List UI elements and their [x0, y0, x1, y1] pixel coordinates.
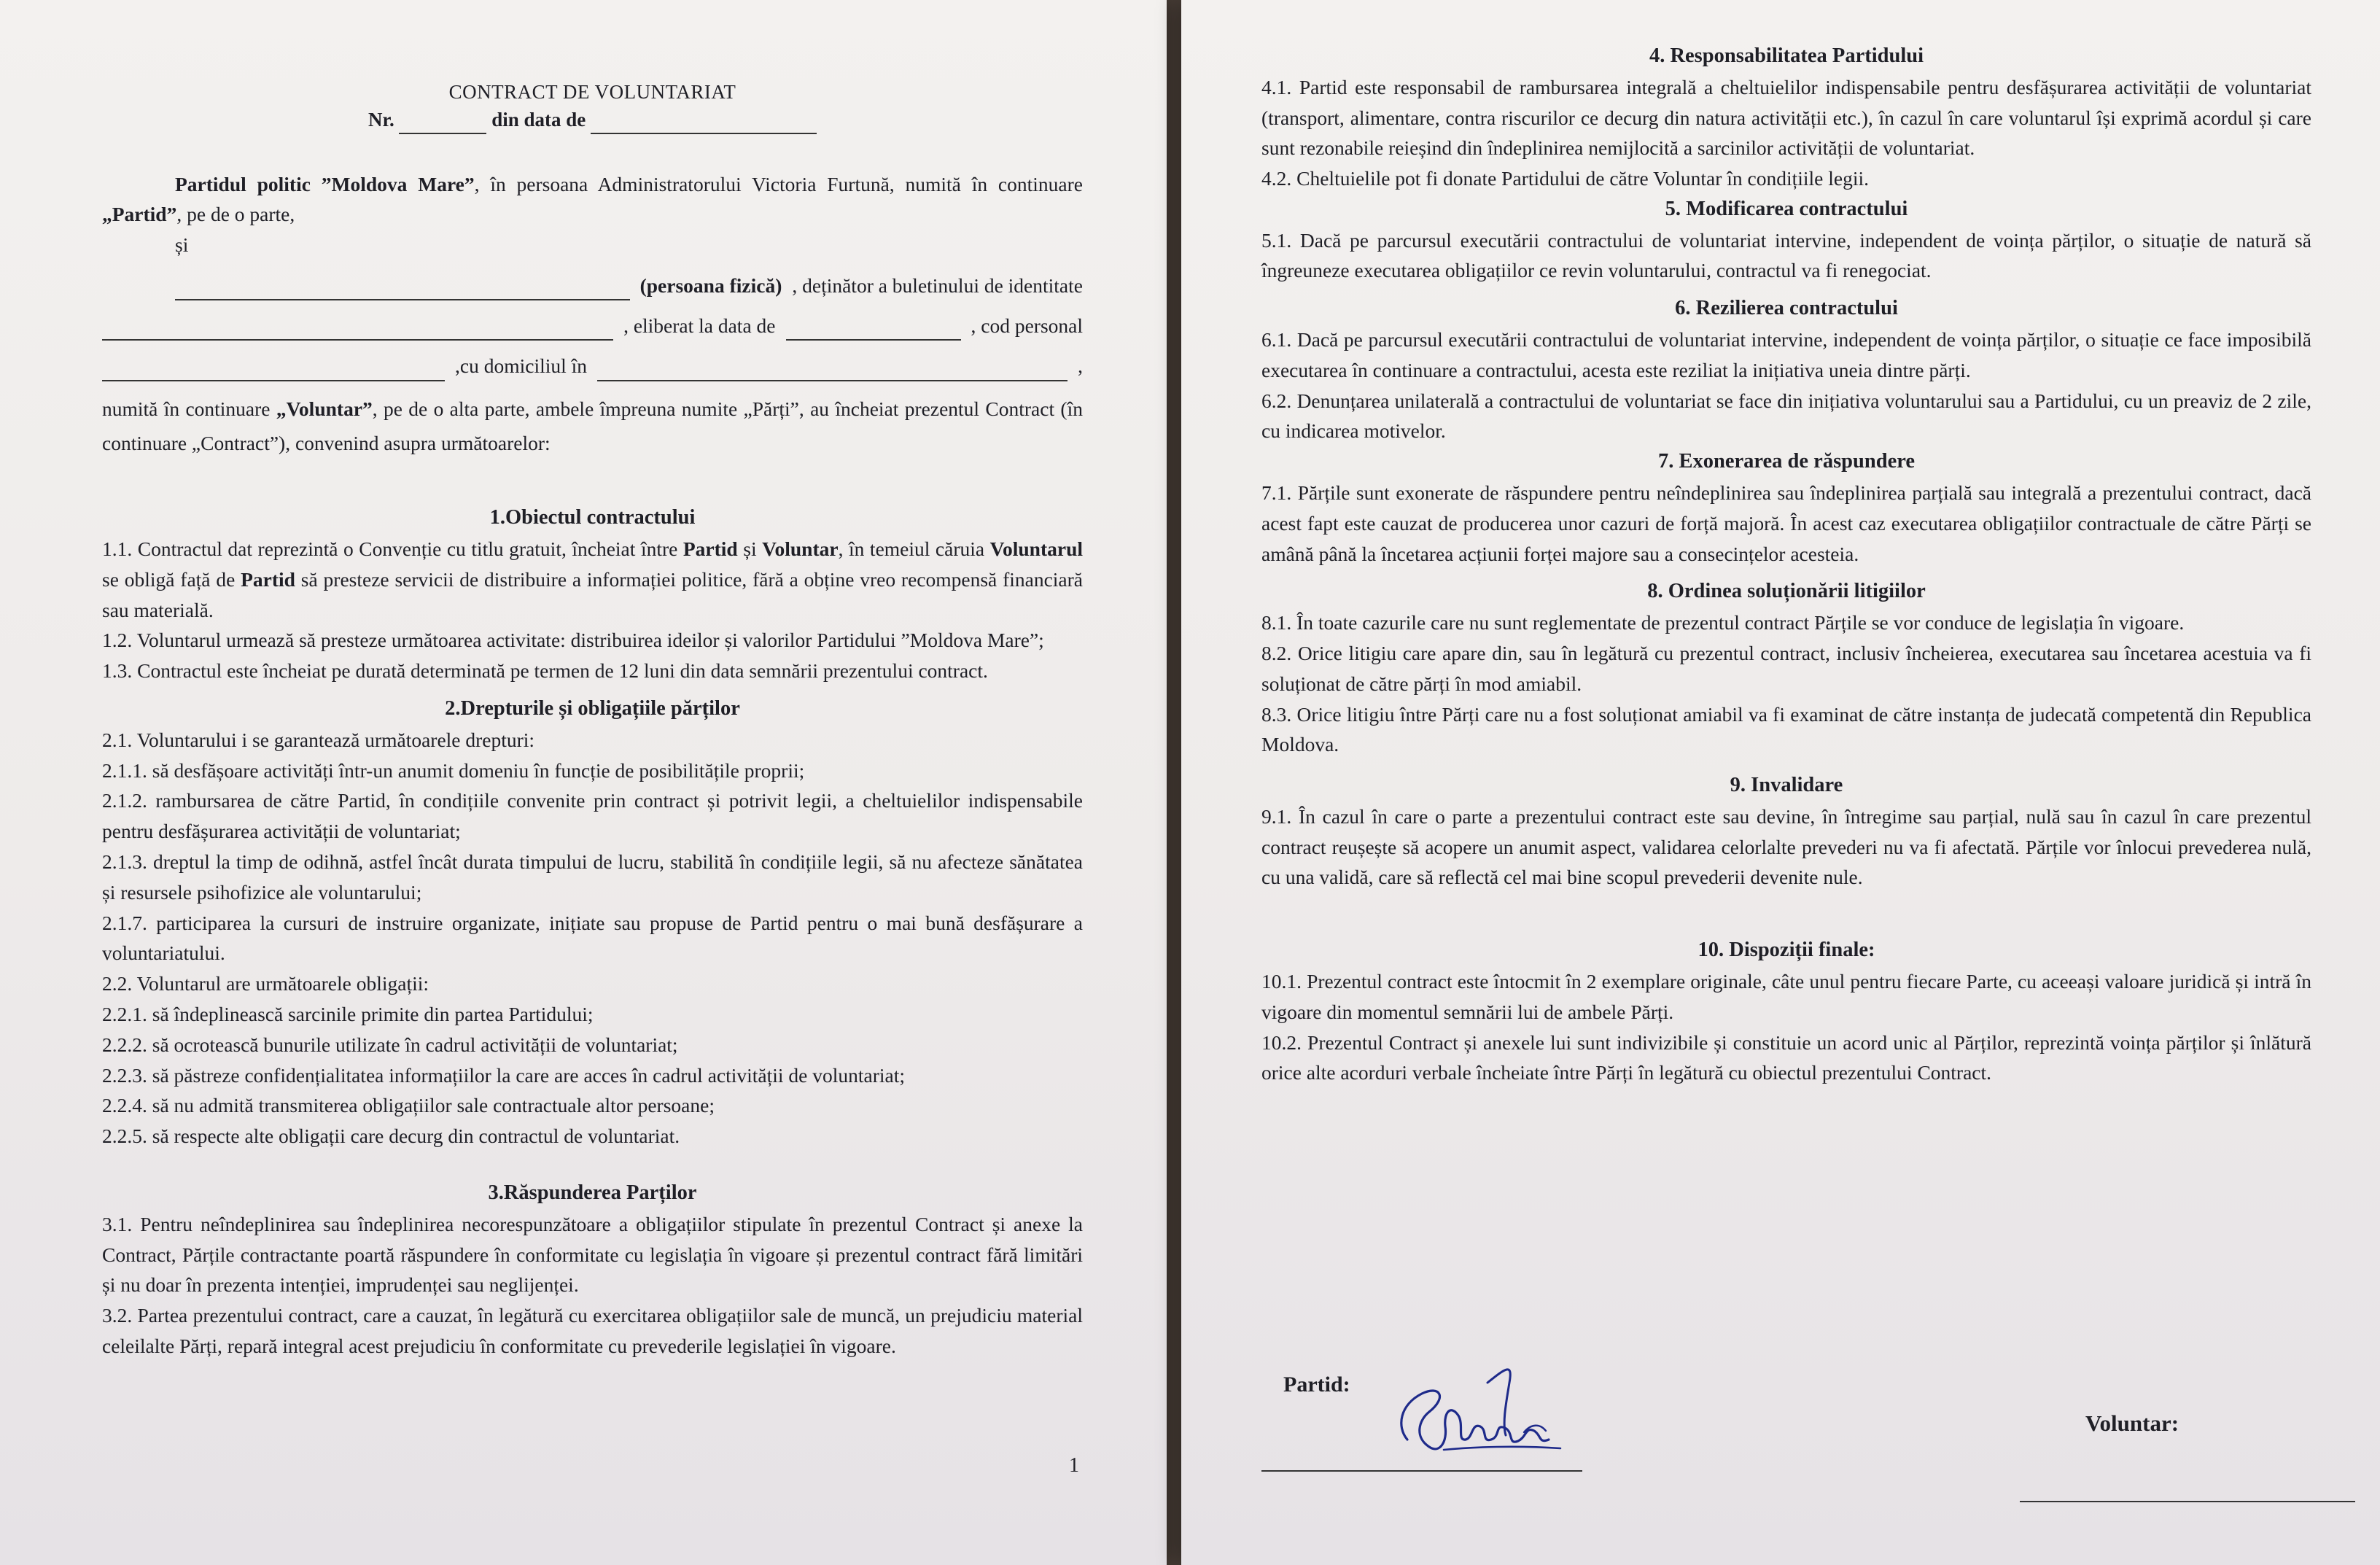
- clause-6-2: 6.2. Denunțarea unilaterală a contractului de voluntariat se face din inițiativa voluntarului sau a Partidului, cu un preaviz de 2 zile, cu indicarea motivelor.: [1261, 389, 2311, 443]
- clause-4-1: 4.1. Partid este responsabil de rambursarea integrală a cheltuielilor indispensabile pentru desfășurarea activității de voluntariat (transport, alimentare, contra riscurilor ce decurg din natura activității etc.), în cazul în care voluntarul își exprimă acordul și care sunt rezonabile reieșind din îndeplinirea nemijlocită a sarcinilor activității de voluntariat.: [1261, 75, 2311, 160]
- section-2: [102, 694, 1083, 1152]
- clause-4-2: 4.2. Cheltuielile pot fi donate Partidului de către Voluntar în condițiile legii.: [1261, 167, 1869, 190]
- person-name-blank: [175, 279, 630, 300]
- clause-8-2: 8.2. Orice litigiu care apare din, sau în legătură cu prezentul contract, inclusiv încheierea, executarea sau încetarea acestuia va fi soluționat de către părți în mod amiabil.: [1261, 641, 2311, 695]
- clause-8-1: 8.1. În toate cazurile care nu sunt reglementate de prezentul contract Părțile se vor conduce de legislația în vigoare.: [1261, 611, 2185, 634]
- section-7-heading: 7. Exonerarea de răspundere: [1657, 450, 1916, 473]
- voluntar-signature-label: Voluntar:: [2085, 1410, 2179, 1436]
- section-1: [102, 502, 1083, 686]
- clause-8-3: 8.3. Orice litigiu între Părți care nu a fost soluționat amiabil va fi examinat de către instanța de judecată competentă din Republica Moldova.: [1261, 702, 2311, 756]
- clause-2-1-7: 2.1.7. participarea la cursuri de instruire organizate, inițiate sau propuse de Partid pentru o mai bună desfășurare a voluntariatului.: [102, 911, 1083, 965]
- clause-2-2: 2.2. Voluntarul are următoarele obligații:: [102, 972, 429, 995]
- section-8-heading: 8. Ordinea soluționării litigiilor: [1647, 580, 1926, 603]
- intro-section: [102, 169, 1083, 461]
- page-1-content: [102, 79, 1083, 1362]
- section-1-heading: 1.Obiectul contractului: [489, 506, 696, 529]
- contract-number-line: [102, 106, 1083, 134]
- buletin-label: , deținător a buletinului de identitate: [792, 273, 1083, 297]
- clause-2-1-1: 2.1.1. să desfășoare activități într-un anumit domeniu în funcție de posibilitățile proprii;: [102, 758, 805, 782]
- persoana-fizica-label: (persoana fizică): [639, 273, 782, 297]
- domiciliu-label: ,cu domiciliul în: [455, 354, 588, 378]
- address-blank: [597, 360, 1068, 381]
- clause-1-1: 1.1. Contractul dat reprezintă o Convenție cu titlu gratuit, încheiat între Partid și Voluntar, în temeiul căruia Voluntarul se obligă față de Partid să presteze servicii de distribuire a informației politice, fără a obține vreo recompensă financiară sau materială.: [102, 537, 1084, 621]
- clause-7-1: 7.1. Părțile sunt exonerate de răspundere pentru neîndeplinirea sau îndeplinirea parțială sau integrală a prezentului contract, dacă acest fapt este cauzat de producerea unor cazuri de forță majoră. În acest caz executarea obligațiilor contractuale de către Părți se amână până la încetarea acțiunii forței majore sau a consecințelor acesteia.: [1261, 481, 2311, 565]
- section-3-heading: 3.Răspunderea Parților: [488, 1181, 697, 1204]
- clause-2-2-3: 2.2.3. să păstreze confidențialitatea informațiilor la care are acces în cadrul activității de voluntariat;: [102, 1063, 906, 1087]
- clause-10-2: 10.2. Prezentul Contract și anexele lui sunt indivizibile și constituie un acord unic al Părților, reprezintă voința părților și înlătură orice alte acorduri verbale încheiate între Părți în legătură cu obiectul prezentului Contract.: [1261, 1030, 2311, 1084]
- clause-2-2-5: 2.2.5. să respecte alte obligații care decurg din contractul de voluntariat.: [102, 1125, 680, 1148]
- section-5-heading: 5. Modificarea contractului: [1665, 197, 1908, 220]
- party-tail: , pe de o parte,: [176, 203, 295, 226]
- voluntar-term: „Voluntar”: [276, 397, 373, 420]
- clause-2-2-4: 2.2.4. să nu admită transmiterea obligațiilor sale contractuale altor persoane;: [102, 1094, 715, 1117]
- section-4: [1261, 41, 2311, 194]
- clause-6-1: 6.1. Dacă pe parcursul executării contractului de voluntariat intervine, independent de voința părților, o situație ce face imposibilă executarea în continuare a contractului, acesta este reziliat la inițiativa uneia dintre părți.: [1261, 328, 2311, 381]
- cod-personal-label: , cod personal: [971, 314, 1083, 338]
- intro-id-row: [102, 311, 1083, 341]
- clause-5-1: 5.1. Dacă pe parcursul executării contractului de voluntariat intervine, independent de voința părților, o situație de natură să îngreuneze executarea obligațiilor ce revin voluntarului, contractul va fi renegociat.: [1261, 228, 2311, 282]
- partid-signature-label: Partid:: [1283, 1372, 1350, 1397]
- handwritten-signature: [1378, 1354, 1568, 1470]
- clause-3-1: 3.1. Pentru neîndeplinirea sau îndeplinirea necorespunzătoare a obligațiilor stipulate în prezentul Contract și anexe la Contract, Părțile contractante poartă răspundere în conformitate cu legislația în vigoare și prezentul contract fără limitări și nu doar în prezenta intenției, imprudenței sau neglijenței.: [102, 1212, 1083, 1297]
- section-3: [102, 1178, 1083, 1362]
- id-number-blank: [102, 319, 613, 341]
- eliberat-label: , eliberat la data de: [623, 314, 776, 338]
- partid-term: „Partid”: [102, 203, 177, 226]
- address-comma: ,: [1078, 354, 1083, 378]
- clause-9-1: 9.1. În cazul în care o parte a prezentului contract este sau devine, în întregime sau parțial, nulă sau în cazul în care prezentul contract reușește să acopere un anumit aspect, validarea celorlalte prevederi nu va fi afectată. Părțile vor înlocui prevederea nulă, cu una validă, care să reflectă cel mai bine scopul prevederii devenite nule.: [1261, 804, 2311, 889]
- voluntar-signature-line: [2020, 1501, 2355, 1502]
- section-5: [1261, 194, 2311, 286]
- contract-page-2: [1181, 0, 2380, 1565]
- clause-2-2-2: 2.2.2. să ocrotească bunurile utilizate în cadrul activității de voluntariat;: [102, 1033, 678, 1056]
- section-9-heading: 9. Invalidare: [1730, 774, 1843, 797]
- intro-voluntar-paragraph: [102, 392, 1083, 461]
- page-number: 1: [1069, 1454, 1079, 1477]
- section-6-heading: 6. Rezilierea contractului: [1675, 297, 1898, 320]
- intro-address-row: [102, 351, 1083, 381]
- clause-2-1-3: 2.1.3. dreptul la timp de odihnă, astfel încât durata timpului de lucru, stabilită în condițiile legii, să nu afecteze sănătatea și resursele psihofizice ale voluntarului;: [102, 850, 1083, 904]
- clause-2-1: 2.1. Voluntarului i se garantează următoarele drepturi:: [102, 728, 535, 751]
- nr-label: Nr.: [368, 108, 394, 131]
- signature-area: [1261, 1332, 2311, 1536]
- date-label: din data de: [491, 108, 586, 131]
- personal-code-blank: [102, 360, 445, 381]
- section-10-heading: 10. Dispoziții finale:: [1698, 939, 1875, 962]
- intro-person-row: [102, 271, 1083, 300]
- clause-10-1: 10.1. Prezentul contract este întocmit în 2 exemplare originale, câte unul pentru fiecare Parte, cu aceeași valoare juridică și intră în vigoare din momentul semnării lui de ambele Părți.: [1261, 969, 2311, 1023]
- partid-signature-line: [1261, 1470, 1582, 1472]
- intro-party-paragraph: [102, 169, 1083, 230]
- section-7: [1261, 446, 2311, 569]
- intro-si: și: [175, 233, 189, 257]
- date-blank: [591, 133, 817, 134]
- nr-blank: [399, 133, 486, 134]
- section-2-heading: 2.Drepturile și obligațiile părților: [445, 697, 740, 721]
- issue-date-blank: [786, 319, 961, 341]
- voluntar-pre: numită în continuare: [102, 397, 276, 420]
- contract-title: CONTRACT DE VOLUNTARIAT: [448, 81, 736, 103]
- clause-2-1-2: 2.1.2. rambursarea de către Partid, în condițiile convenite prin contract și potrivit legii, a cheltuielilor indispensabile pentru desfășurarea activității de voluntariat;: [102, 789, 1083, 843]
- section-10: [1261, 935, 2311, 1088]
- section-6: [1261, 293, 2311, 446]
- party-name: Partidul politic ”Moldova Mare”: [175, 172, 475, 195]
- section-8: [1261, 576, 2311, 760]
- clause-3-2: 3.2. Partea prezentului contract, care a cauzat, în legătură cu exercitarea obligațiilor sale de muncă, un prejudiciu material celeilalte Părți, repară integral acest prejudiciu în conformitate cu prevederile legislației în vigoare.: [102, 1304, 1083, 1357]
- section-9: [1261, 770, 2311, 893]
- voluntar-rest: , pe de o alta parte, ambele împreuna numite „Părți”, au încheiat prezentul Contract (în continuare „Contract”), convenind asupra următoarelor:: [102, 397, 1083, 455]
- section-4-heading: 4. Responsabilitatea Partidului: [1649, 44, 1924, 67]
- clause-2-2-1: 2.2.1. să îndeplinească sarcinile primite din partea Partidului;: [102, 1002, 594, 1025]
- contract-page-1: [0, 0, 1167, 1565]
- page-2-content: [1261, 41, 2311, 1436]
- party-representative: , în persoana Administratorului Victoria Furtună, numită în continuare: [474, 172, 1083, 195]
- clause-1-3: 1.3. Contractul este încheiat pe durată determinată pe termen de 12 luni din data semnării prezentului contract.: [102, 659, 988, 683]
- clause-1-2: 1.2. Voluntarul urmează să presteze următoarea activitate: distribuirea ideilor și valorilor Partidului ”Moldova Mare”;: [102, 629, 1044, 652]
